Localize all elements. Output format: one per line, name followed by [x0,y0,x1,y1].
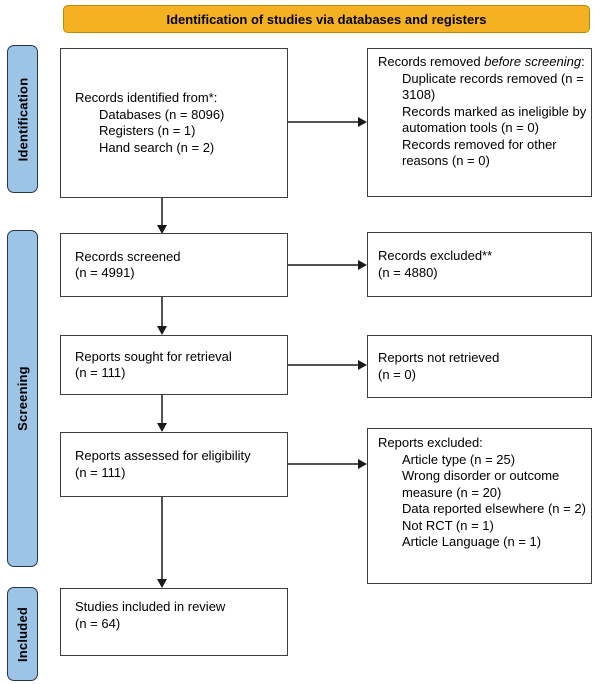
box-reports-not-retrieved [367,335,592,398]
box-line: Reports not retrieved [378,350,500,365]
arrow-identified-to-screened [157,198,167,234]
box-count: (n = 4991) [75,265,135,280]
box-item: Wrong disorder or outcome measure (n = 20) [402,468,560,500]
box-item: Databases (n = 8096) [99,106,225,122]
phase-ribbon-screening [7,230,38,567]
box-line: Reports sought for retrieval [75,348,232,364]
box-records-identified [60,48,288,198]
banner-identification-via-databases [63,5,590,33]
box-item: Data reported elsewhere (n = 2) [402,501,586,516]
phase-label-identification: Identification [15,77,31,161]
box-item: Article Language (n = 1) [402,534,542,549]
phase-label-included: Included [15,606,30,662]
box-records-removed [367,48,592,197]
box-line: Reports assessed for eligibility [75,448,251,463]
box-item: Not RCT (n = 1) [402,517,494,533]
box-item: Registers (n = 1) [99,123,196,138]
box-title [378,54,587,71]
box-records-screened [60,233,288,297]
title-italic: before screening [484,54,582,69]
box-item: Article type (n = 25) [402,451,516,467]
box-item: Records removed for other reasons (n = 0) [402,136,557,168]
box-item: Records marked as ineligible by automation tools (n = 0) [402,103,587,135]
phase-ribbon-identification [7,45,38,193]
phase-ribbon-included [7,587,38,681]
arrow-identified-to-removed [288,117,367,127]
box-count: (n = 111) [75,365,126,380]
box-count: (n = 64) [75,615,121,631]
phase-label-screening: Screening [15,366,30,431]
arrow-screened-to-sought [157,297,167,335]
arrow-screened-to-excluded [288,260,367,270]
title-suffix: : [581,54,585,69]
box-count: (n = 0) [378,366,416,382]
box-item: Duplicate records removed (n = 3108) [402,70,584,102]
box-count: (n = 111) [75,464,126,480]
box-item: Hand search (n = 2) [99,139,215,155]
arrow-sought-to-not-retrieved [288,360,367,370]
arrow-assessed-to-reports-excluded [288,459,367,469]
title-prefix: Records removed [378,54,485,69]
box-count: (n = 4880) [378,264,438,280]
box-reports-sought [60,335,288,395]
arrow-assessed-to-included [157,497,167,588]
arrow-sought-to-assessed [157,395,167,432]
box-studies-included [60,588,288,656]
box-title: Reports excluded: [378,435,483,450]
banner-title: Identification of studies via databases and registers [166,11,487,27]
box-line: Records excluded** [378,248,493,263]
box-reports-assessed [60,432,288,497]
box-line: Records screened [75,248,181,264]
box-reports-excluded [367,428,592,584]
box-records-excluded [367,232,592,297]
box-title: Records identified from*: [75,90,218,105]
box-line: Studies included in review [75,599,226,614]
